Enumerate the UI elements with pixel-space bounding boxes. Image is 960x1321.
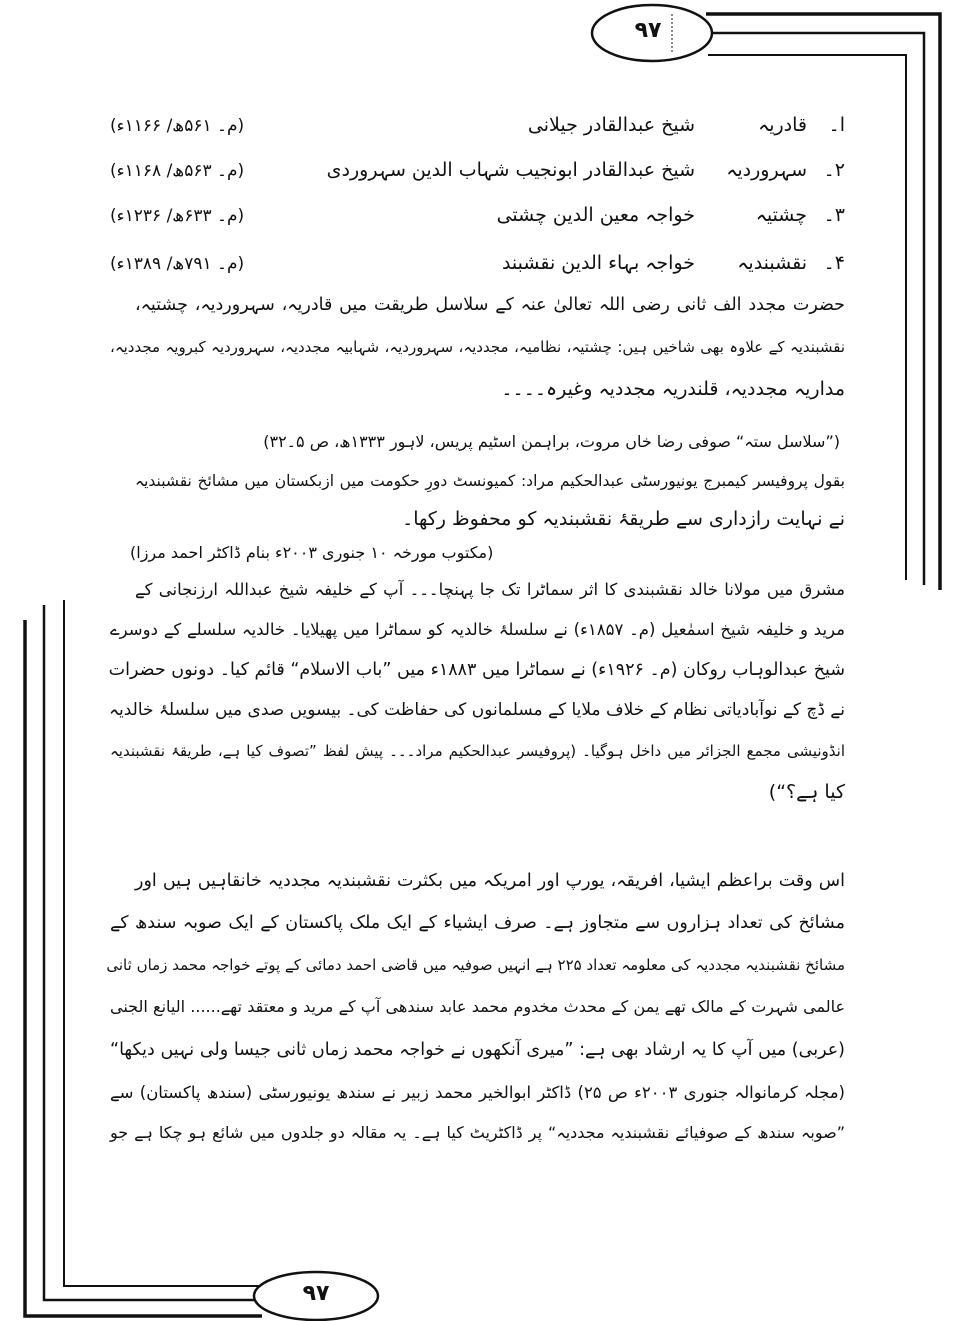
paragraph-line: (عربی) میں آپ کا یہ ارشاد بھی ہے: ”میری آنکھوں نے خواجہ محمد زماں ثانی جیسا ولی نہیں دیکھا“ bbox=[110, 1040, 845, 1060]
paragraph-line: حضرت مجدد الف ثانی رضی اللہ تعالیٰ عنہ کے سلاسل طریقت میں قادریہ، سہروردیہ، چشتیہ، bbox=[135, 295, 845, 315]
list-number: ۳۔ bbox=[823, 204, 845, 226]
list-item bbox=[110, 155, 845, 185]
list-item bbox=[110, 200, 845, 230]
citation: (مکتوب مورخہ ۱۰ جنوری ۲۰۰۳ء بنام ڈاکٹر احمد مرزا) bbox=[130, 543, 494, 562]
paragraph-line: نے نہایت رازداری سے طریقۂ نقشبندیہ کو محفوظ رکھا۔ bbox=[402, 508, 845, 530]
paragraph-line: کیا ہے؟“) bbox=[768, 781, 845, 803]
founder-name: خواجہ معین الدین چشتی bbox=[496, 204, 695, 226]
death-date: (م۔ ۶۳۳ھ/ ۱۲۳۶ء) bbox=[110, 206, 245, 226]
paragraph-line: عالمی شہرت کے مالک تھے یمن کے محدث مخدوم محمد عابد سندھی آپ کے مرید و معتقد تھے...... الیانع الجنی bbox=[110, 997, 845, 1016]
page-number-top: ۹۷ bbox=[634, 18, 662, 43]
order-name: نقشبندیہ bbox=[737, 252, 807, 274]
order-name: قادریہ bbox=[758, 114, 807, 136]
paragraph-line: مشائخ کی تعداد ہزاروں سے متجاوز ہے۔ صرف ایشیاء کے ایک ملک پاکستان کے ایک صوبہ سندھ کے bbox=[110, 913, 845, 933]
paragraph-line: مشائخ نقشبندیہ مجددیہ کی معلومہ تعداد ۲۲۵ ہے انہیں صوفیہ میں قاضی احمد دمائی کے پوتے خواجہ محمد زماں ثانی bbox=[106, 956, 845, 974]
paragraph-line: مداریہ مجددیہ، قلندریہ مجددیہ وغیرہ۔۔۔۔ bbox=[501, 378, 845, 400]
list-number: ۴۔ bbox=[823, 252, 845, 274]
founder-name: شیخ عبدالقادر جیلانی bbox=[527, 114, 695, 136]
paragraph-line: شیخ عبدالوہاب روکان (م۔ ۱۹۲۶ء) نے سماٹرا میں ۱۸۸۳ء میں ”باب الاسلام“ قائم کیا۔ دونوں حضرات bbox=[108, 660, 845, 680]
paragraph-line: (مجلہ کرمانوالہ جنوری ۲۰۰۳ء ص ۲۵) ڈاکٹر ابوالخیر محمد زبیر نے سندھ یونیورسٹی (سندھ پاکستان) سے bbox=[110, 1083, 845, 1102]
list-number: ا۔ bbox=[828, 114, 845, 136]
paragraph-line: مرید و خلیفہ شیخ اسمٰعیل (م۔ ۱۸۵۷ء) نے سلسلۂ خالدیہ کو سماٹرا میں پھیلایا۔ خالدیہ سلسلے کے دوسرے bbox=[110, 620, 846, 639]
order-name: سہروردیہ bbox=[726, 159, 807, 181]
paragraph-line: اس وقت براعظم ایشیا، افریقہ، یورپ اور امریکہ میں بکثرت نقشبندیہ مجددیہ خانقاہیں ہیں اور bbox=[135, 871, 845, 891]
paragraph-line: نقشبندیہ کے علاوہ بھی شاخیں ہیں: چشتیہ، نظامیہ، مجددیہ، سہروردیہ، شہابیہ مجددیہ، سہروردیہ کبرویہ مجددیہ، bbox=[110, 338, 845, 356]
paragraph-line: بقول پروفیسر کیمبرج یونیورسٹی عبدالحکیم مراد: کمیونسٹ دورِ حکومت میں ازبکستان میں مشائخ نقشبندیہ bbox=[135, 472, 845, 490]
death-date: (م۔ ۷۹۱ھ/ ۱۳۸۹ء) bbox=[110, 254, 245, 274]
paragraph-line: ”صوبہ سندھ کے صوفیائے نقشبندیہ مجددیہ“ پر ڈاکٹریٹ کیا ہے۔ یہ مقالہ دو جلدوں میں شائع ہو چکا ہے جو bbox=[110, 1123, 845, 1142]
paragraph-line: نے ڈچ کے نوآبادیاتی نظام کے خلاف ملایا کے مسلمانوں کی حفاظت کی۔ بیسویں صدی میں سلسلۂ خالدیہ bbox=[109, 700, 845, 720]
order-name: چشتیہ bbox=[755, 204, 807, 226]
death-date: (م۔ ۵۶۱ھ/ ۱۱۶۶ء) bbox=[110, 116, 245, 136]
paragraph-line: مشرق میں مولانا خالد نقشبندی کا اثر سماٹرا تک جا پہنچا۔۔۔ آپ کے خلیفہ شیخ عبداللہ ارزنجانی کے bbox=[135, 580, 845, 599]
founder-name: شیخ عبدالقادر ابونجیب شہاب الدین سہروردی bbox=[326, 159, 695, 181]
list-item bbox=[110, 110, 845, 140]
page-number-bottom: ۹۷ bbox=[302, 1281, 330, 1306]
list-number: ۲۔ bbox=[823, 159, 845, 181]
death-date: (م۔ ۵۶۳ھ/ ۱۱۶۸ء) bbox=[110, 161, 245, 181]
list-item bbox=[110, 248, 845, 278]
citation: (”سلاسل ستہ“ صوفی رضا خاں مروت، براہمن اسٹیم پریس، لاہور ۱۳۳۳ھ، ص ۵۔۳۲) bbox=[263, 432, 840, 451]
paragraph-line: انڈونیشی مجمع الجزائر میں داخل ہوگیا۔ (پروفیسر عبدالحکیم مراد۔۔۔ پیش لفظ ”تصوف کیا ہے، طریقۂ نقشبندیہ bbox=[110, 742, 845, 760]
founder-name: خواجہ بہاء الدین نقشبند bbox=[501, 252, 695, 274]
